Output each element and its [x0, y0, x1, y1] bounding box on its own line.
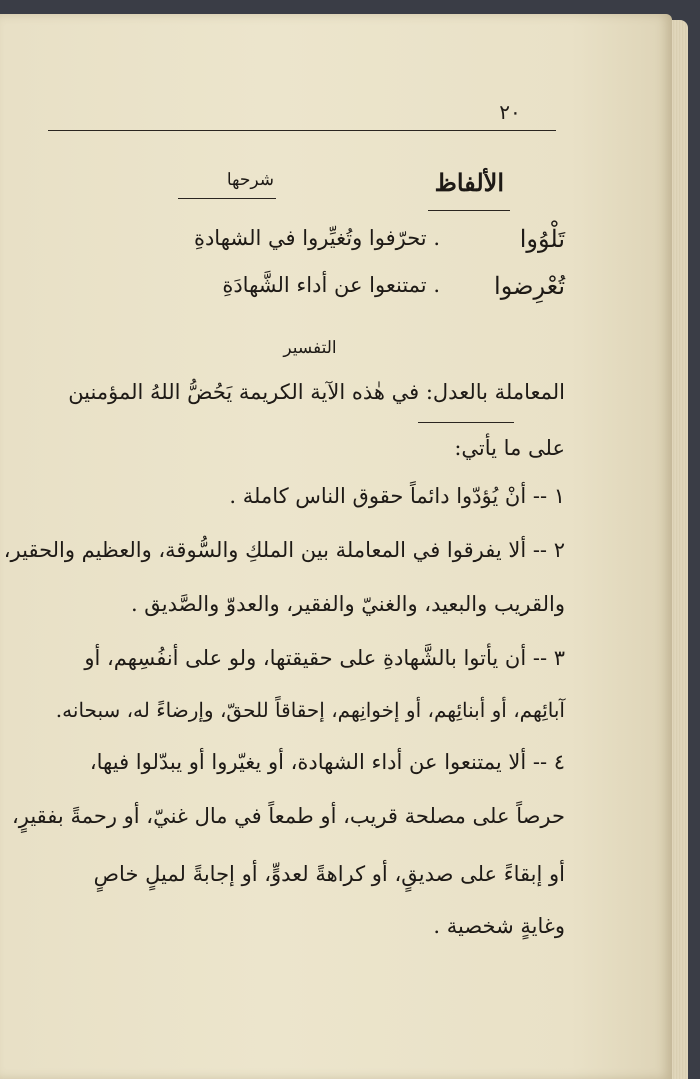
header-rule	[48, 130, 556, 131]
tafsir-heading-underline	[418, 422, 514, 423]
tafsir-line: حرصاً على مصلحة قريب، أو طمعاً في مال غنيّ، أو رحمةً بفقيرٍ،	[11, 804, 565, 828]
tafsir-line: ٣ -- أن يأتوا بالشَّهادةِ على حقيقتها، ولو على أنفُسِهم، أو	[84, 646, 565, 670]
tafsir-line: ٤ -- ألا يمتنعوا عن أداء الشهادة، أو يغيّروا أو يبدّلوا فيها،	[89, 750, 565, 774]
tafsir-line: المعاملة بالعدل: في هٰذه الآية الكريمة يَحُضُّ اللهُ المؤمنين	[68, 380, 565, 404]
glossary-explanation: . تحرّفوا وتُغيِّروا في الشهادةِ	[193, 226, 440, 250]
tafsir-line: وغايةٍ شخصية .	[433, 914, 565, 938]
glossary-header-words: الألفاظ	[434, 168, 504, 197]
tafsir-title: التفسير	[283, 338, 337, 358]
tafsir-line: آبائِهم، أو أبنائِهم، أو إخوانِهم، إحقاقاً للحقّ، وإرضاءً له، سبحانه.	[55, 698, 565, 722]
tafsir-line: والقريب والبعيد، والغنيّ والفقير، والعدوّ والصَّديق .	[130, 592, 565, 616]
glossary-word: تُعْرِضوا	[494, 272, 565, 300]
tafsir-line: ١ -- أنْ يُؤدّوا دائماً حقوق الناس كاملة .	[229, 484, 565, 508]
glossary-explanation: . تمتنعوا عن أداء الشَّهادَةِ	[222, 273, 440, 297]
page-number: ٢٠	[499, 100, 521, 124]
glossary-header-explanation: شرحها	[226, 170, 274, 190]
glossary-word: تَلْوُوا	[519, 225, 565, 253]
tafsir-line: أو إبقاءً على صديقٍ، أو كراهةً لعدوٍّ، أو إجابةً لميلٍ خاصٍ	[93, 862, 565, 886]
glossary-header-explanation-underline	[178, 198, 276, 199]
tafsir-line: على ما يأتي:	[454, 436, 565, 460]
tafsir-line: ٢ -- ألا يفرقوا في المعاملة بين الملكِ والسُّوقة، والعظيم والحقير،	[3, 538, 565, 562]
page-edges	[672, 20, 688, 1079]
glossary-header-words-underline	[428, 210, 510, 211]
